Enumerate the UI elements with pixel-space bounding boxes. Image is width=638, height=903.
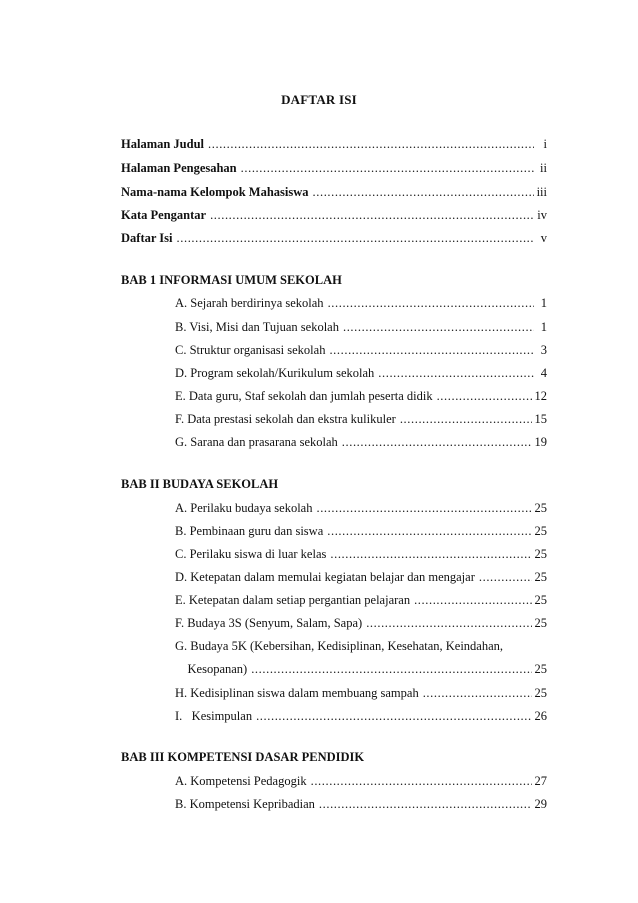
toc-entry-label: Kata Pengantar xyxy=(121,208,207,222)
toc-entry-label: D. Ketepatan dalam memulai kegiatan belajar dan mengajar xyxy=(175,570,475,584)
dot-leader xyxy=(313,183,534,201)
dot-leader xyxy=(414,591,531,609)
toc-page-number: 25 xyxy=(534,524,547,538)
toc-entry[interactable] xyxy=(175,499,547,517)
toc-entry-label: Nama-nama Kelompok Mahasiswa xyxy=(121,185,309,199)
toc-entry-label: E. Ketepatan dalam setiap pergantian pelajaran xyxy=(175,593,411,607)
chapter-heading[interactable]: BAB 1 INFORMASI UMUM SEKOLAH xyxy=(121,273,342,287)
toc-entry-label: Daftar Isi xyxy=(121,231,173,245)
toc-entry-line[interactable]: G. Budaya 5K (Kebersihan, Kedisiplinan, Kesehatan, Keindahan, xyxy=(175,639,504,653)
toc-entry[interactable] xyxy=(175,364,547,382)
toc-entry[interactable] xyxy=(175,795,547,813)
dot-leader xyxy=(251,660,531,678)
toc-page-number: 27 xyxy=(534,774,547,788)
chapter-heading[interactable]: BAB III KOMPETENSI DASAR PENDIDIK xyxy=(121,750,365,764)
toc-entry[interactable] xyxy=(175,294,547,312)
dot-leader xyxy=(479,568,532,586)
toc-page-number: ii xyxy=(540,161,547,175)
dot-leader xyxy=(423,684,532,702)
dot-leader xyxy=(208,135,534,153)
toc-page-number: 1 xyxy=(540,320,547,334)
toc-entry-label: D. Program sekolah/Kurikulum sekolah xyxy=(175,366,375,380)
dot-leader xyxy=(316,499,531,517)
toc-entry[interactable] xyxy=(175,684,547,702)
toc-page-number: iv xyxy=(537,208,547,222)
toc-page-number: 25 xyxy=(534,686,547,700)
dot-leader xyxy=(177,229,534,247)
toc-entry[interactable] xyxy=(175,522,547,540)
toc-entry-label: H. Kedisiplinan siswa dalam membuang sampah xyxy=(175,686,419,700)
toc-entry-halaman-judul[interactable] xyxy=(121,135,547,153)
toc-entry-label: Halaman Pengesahan xyxy=(121,161,237,175)
toc-page-number: iii xyxy=(536,185,547,199)
dot-leader xyxy=(256,707,531,725)
dot-leader xyxy=(378,364,534,382)
toc-page-number: 29 xyxy=(534,797,547,811)
toc-entry[interactable] xyxy=(175,318,547,336)
toc-entry-label: A. Perilaku budaya sekolah xyxy=(175,501,313,515)
toc-page-number: 25 xyxy=(534,616,547,630)
dot-leader xyxy=(311,772,532,790)
dot-leader xyxy=(328,294,534,312)
dot-leader xyxy=(437,387,532,405)
toc-entry-label: B. Kompetensi Kepribadian xyxy=(175,797,315,811)
dot-leader xyxy=(342,433,532,451)
toc-entry-halaman-pengesahan[interactable] xyxy=(121,159,547,177)
toc-entry[interactable] xyxy=(175,410,547,428)
dot-leader xyxy=(343,318,534,336)
toc-entry[interactable] xyxy=(175,772,547,790)
toc-page-number: 25 xyxy=(534,501,547,515)
toc-page-number: 26 xyxy=(534,709,547,723)
toc-entry-label: E. Data guru, Staf sekolah dan jumlah peserta didik xyxy=(175,389,433,403)
toc-entry-label: B. Pembinaan guru dan siswa xyxy=(175,524,324,538)
toc-entry-kata-pengantar[interactable] xyxy=(121,206,547,224)
toc-page-number: 3 xyxy=(540,343,547,357)
toc-page-number: i xyxy=(543,137,547,151)
toc-page-number: 1 xyxy=(540,296,547,310)
dot-leader xyxy=(327,522,531,540)
dot-leader xyxy=(329,341,534,359)
toc-entry[interactable] xyxy=(175,660,547,678)
toc-page-number: 25 xyxy=(534,570,547,584)
chapter-heading[interactable]: BAB II BUDAYA SEKOLAH xyxy=(121,477,279,491)
dot-leader xyxy=(319,795,532,813)
dot-leader xyxy=(400,410,532,428)
toc-entry[interactable] xyxy=(175,433,547,451)
toc-entry[interactable] xyxy=(175,591,547,609)
toc-page-number: 25 xyxy=(534,662,547,676)
toc-entry-label: A. Kompetensi Pedagogik xyxy=(175,774,307,788)
toc-entry[interactable] xyxy=(175,341,547,359)
toc-entry-label: Halaman Judul xyxy=(121,137,205,151)
toc-entry-label: F. Budaya 3S (Senyum, Salam, Sapa) xyxy=(175,616,363,630)
toc-entry-label: C. Struktur organisasi sekolah xyxy=(175,343,326,357)
toc-entry[interactable] xyxy=(175,614,547,632)
toc-page-number: 4 xyxy=(540,366,547,380)
page-title: DAFTAR ISI xyxy=(281,92,357,107)
toc-page-number: 15 xyxy=(534,412,547,426)
toc-entry[interactable] xyxy=(175,387,547,405)
toc-page-number: 19 xyxy=(534,435,547,449)
toc-entry-label: F. Data prestasi sekolah dan ekstra kulikuler xyxy=(175,412,396,426)
toc-entry[interactable] xyxy=(175,707,547,725)
toc-page-number: v xyxy=(540,231,547,245)
dot-leader xyxy=(366,614,531,632)
toc-page-number: 12 xyxy=(534,389,547,403)
toc-entry[interactable] xyxy=(175,568,547,586)
dot-leader xyxy=(241,159,534,177)
toc-entry[interactable] xyxy=(175,545,547,563)
toc-entry-daftar-isi[interactable] xyxy=(121,229,547,247)
toc-entry-nama-kelompok[interactable] xyxy=(121,183,547,201)
toc-entry-label: B. Visi, Misi dan Tujuan sekolah xyxy=(175,320,339,334)
toc-entry-label: A. Sejarah berdirinya sekolah xyxy=(175,296,324,310)
toc-entry-label: Kesopanan) xyxy=(175,662,248,676)
toc-entry-label: G. Sarana dan prasarana sekolah xyxy=(175,435,338,449)
toc-entry-label: I. Kesimpulan xyxy=(175,709,253,723)
dot-leader xyxy=(330,545,531,563)
toc-page-number: 25 xyxy=(534,547,547,561)
toc-page-number: 25 xyxy=(534,593,547,607)
dot-leader xyxy=(210,206,534,224)
toc-entry-label: C. Perilaku siswa di luar kelas xyxy=(175,547,327,561)
